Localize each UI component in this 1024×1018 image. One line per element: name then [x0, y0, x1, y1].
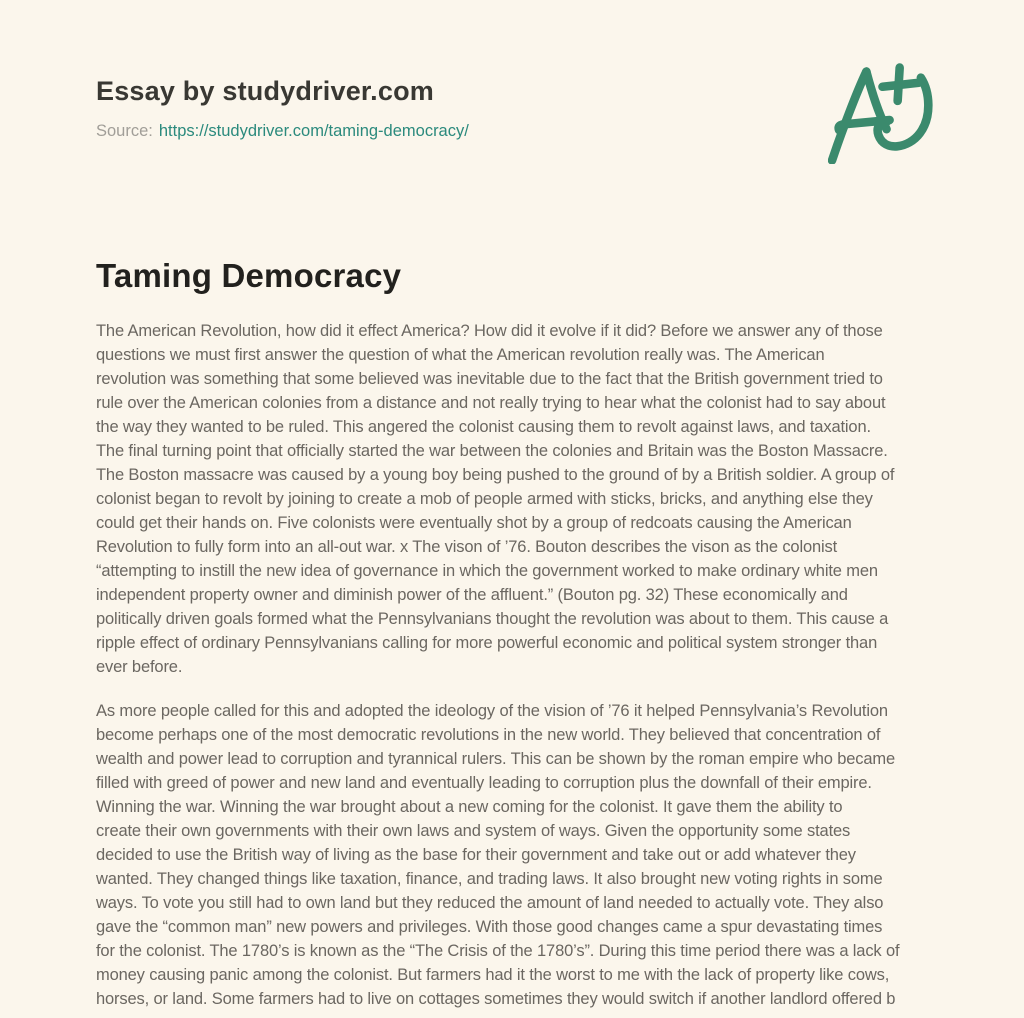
essay-line: ways. To vote you still had to own land but they reduced the amount of land needed to actually vote. They also	[96, 894, 884, 912]
essay-line: politically driven goals formed what the Pennsylvanians thought the revolution was about to them. This cause a	[96, 610, 889, 628]
essay-line: The Boston massacre was caused by a young boy being pushed to the ground of by a British soldier. A group of	[96, 466, 895, 484]
essay-line: wealth and power lead to corruption and tyrannical rulers. This can be shown by the roman empire who became	[96, 750, 896, 768]
essay-line: ripple effect of ordinary Pennsylvanians calling for more powerful economic and political system stronger than	[96, 634, 878, 652]
essay-body	[96, 319, 928, 1011]
essay-line: filled with greed of power and new land and eventually leading to corruption plus the downfall of their empire.	[96, 774, 872, 792]
essay-line: Winning the war. Winning the war brought about a new coming for the colonist. It gave them the ability to	[96, 798, 843, 816]
essay-content	[96, 257, 928, 1011]
source-link[interactable]: https://studydriver.com/taming-democracy/	[158, 122, 469, 140]
essay-line: revolution was something that some believed was inevitable due to the fact that the British government tried to	[96, 370, 883, 388]
essay-line: rule over the American colonies from a distance and not really trying to hear what the colonist had to say about	[96, 394, 886, 412]
essay-line: ever before.	[96, 658, 183, 676]
essay-line: could get their hands on. Five colonists were eventually shot by a group of redcoats causing the American	[96, 514, 852, 532]
essay-line: gave the “common man” new powers and privileges. With those good changes came a spur devastating times	[96, 918, 883, 936]
essay-line: the way they wanted to be ruled. This angered the colonist causing them to revolt against laws, and taxation.	[96, 418, 871, 436]
page-title: Essay by studydriver.com	[96, 76, 434, 106]
essay-line: questions we must first answer the question of what the American revolution really was. The American	[96, 346, 825, 364]
essay-paragraph	[96, 319, 928, 679]
essay-line: As more people called for this and adopted the ideology of the vision of ’76 it helped Pennsylvania’s Revolution	[96, 702, 888, 720]
essay-paragraph	[96, 699, 928, 1011]
essay-line: colonist began to revolt by joining to create a mob of people armed with sticks, bricks, and anything else they	[96, 490, 873, 508]
essay-line: horses, or land. Some farmers had to live on cottages sometimes they would switch if another landlord offered b	[96, 990, 896, 1008]
essay-line: create their own governments with their own laws and system of ways. Given the opportunity some states	[96, 822, 851, 840]
essay-line: The final turning point that officially started the war between the colonies and Britain was the Boston Massacre.	[96, 442, 888, 460]
essay-line: money causing panic among the colonist. But farmers had it the worst to me with the lack of property like cows,	[96, 966, 890, 984]
essay-line: wanted. They changed things like taxation, finance, and trading laws. It also brought new voting rights in some	[96, 870, 883, 888]
source-label: Source:	[96, 122, 153, 140]
essay-line: for the colonist. The 1780’s is known as the “The Crisis of the 1780’s”. During this time period there was a lack of	[96, 942, 900, 960]
essay-line: The American Revolution, how did it effect America? How did it evolve if it did? Before we answer any of those	[96, 322, 883, 340]
essay-line: “attempting to instill the new idea of governance in which the government worked to make ordinary white men	[96, 562, 878, 580]
studydriver-logo-icon	[828, 62, 934, 164]
essay-line: independent property owner and diminish power of the affluent.” (Bouton pg. 32) These economically and	[96, 586, 848, 604]
essay-line: become perhaps one of the most democratic revolutions in the new world. They believed that concentration of	[96, 726, 881, 744]
essay-line: Revolution to fully form into an all-out war. x The vison of ’76. Bouton describes the vison as the colonist	[96, 538, 838, 556]
source-line	[96, 121, 928, 141]
essay-line: decided to use the British way of living as the base for their government and take out or add whatever they	[96, 846, 856, 864]
page-header	[96, 76, 928, 141]
essay-title: Taming Democracy	[96, 257, 402, 294]
